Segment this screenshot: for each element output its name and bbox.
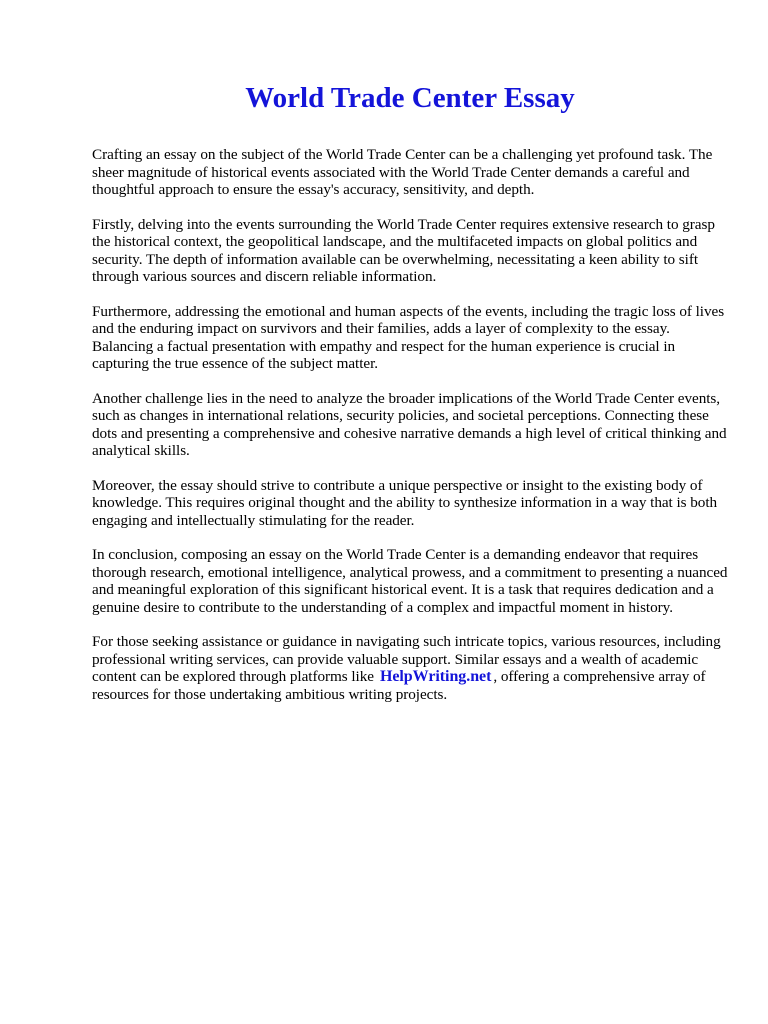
paragraph-conclusion: In conclusion, composing an essay on the World Trade Center is a demanding endeavor that requires thorough research, emotional intelligence, analytical prowess, and a commitment to presenting a nuanced and meaningful exploration of this significant historical event. It is a task that requires dedication and a genuine desire to contribute to the understanding of a complex and impactful moment in history.	[92, 546, 728, 616]
closing-text-before-link: For those seeking assistance or guidance in navigating such intricate topics, various resources, including professional writing services, can provide valuable support. Similar essays and a wealth of academic content can be explored through platforms like	[92, 633, 721, 685]
closing-text-after-link: , offering a comprehensive array of resources for those undertaking ambitious writing projects.	[92, 668, 706, 703]
helpwriting-link[interactable]: HelpWriting.net	[379, 668, 492, 685]
paragraph-intro: Crafting an essay on the subject of the World Trade Center can be a challenging yet profound task. The sheer magnitude of historical events associated with the World Trade Center demands a careful and thoughtful approach to ensure the essay's accuracy, sensitivity, and depth.	[92, 146, 713, 198]
document-body	[92, 146, 732, 720]
paragraph-research: Firstly, delving into the events surrounding the World Trade Center requires extensive research to grasp the historical context, the geopolitical landscape, and the multifaceted impacts on global politics and security. The depth of information available can be overwhelming, necessitating a keen ability to sift through various sources and discern reliable information.	[92, 215, 715, 285]
document-title: World Trade Center Essay	[245, 82, 575, 114]
paragraph-emotional-aspects: Furthermore, addressing the emotional and human aspects of the events, including the tragic loss of lives and the enduring impact on survivors and their families, adds a layer of complexity to the essay. Balancing a factual presentation with empathy and respect for the human experience is crucial in capturing the true essence of the subject matter.	[92, 302, 725, 372]
paragraph-unique-perspective: Moreover, the essay should strive to contribute a unique perspective or insight to the existing body of knowledge. This requires original thought and the ability to synthesize information in a way that is both engaging and intellectually stimulating for the reader.	[92, 476, 718, 529]
paragraph-broader-implications: Another challenge lies in the need to analyze the broader implications of the World Trade Center events, such as changes in international relations, security policies, and societal perceptions. Connecting these dots and presenting a comprehensive and cohesive narrative demands a high level of critical thinking and analytical skills.	[92, 389, 727, 459]
paragraph-closing	[92, 633, 732, 703]
